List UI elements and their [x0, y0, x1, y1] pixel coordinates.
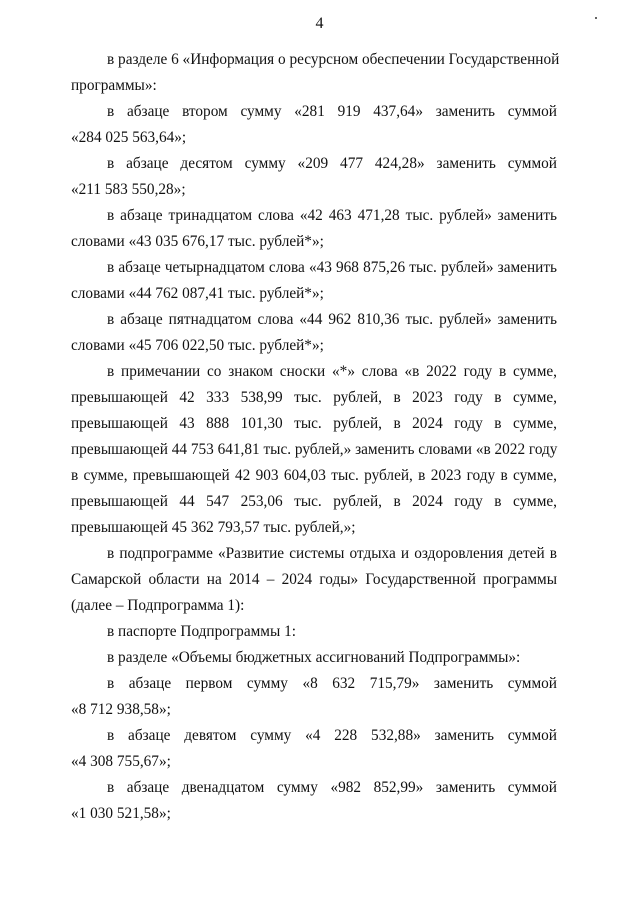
- text-line: в абзаце первом сумму «8 632 715,79» заменить суммой: [107, 675, 557, 692]
- text-line: превышающей 45 362 793,57 тыс. рублей,»;: [71, 519, 356, 536]
- text-line: Самарской области на 2014 – 2024 годы» Государственной программы: [71, 571, 557, 588]
- text-line: (далее – Подпрограмма 1):: [71, 597, 245, 614]
- text-line: в разделе 6 «Информация о ресурсном обеспечении Государственной: [107, 51, 560, 68]
- text-line: «211 583 550,28»;: [71, 181, 186, 198]
- text-line: словами «44 762 087,41 тыс. рублей*»;: [71, 285, 324, 302]
- text-line: «284 025 563,64»;: [71, 129, 187, 146]
- text-line: в абзаце втором сумму «281 919 437,64» заменить суммой: [107, 103, 557, 120]
- text-line: превышающей 42 333 538,99 тыс. рублей, в 2023 году в сумме,: [71, 389, 557, 406]
- text-line: «1 030 521,58»;: [71, 805, 171, 822]
- text-line: в абзаце девятом сумму «4 228 532,88» заменить суммой: [107, 727, 557, 744]
- text-line: в абзаце двенадцатом сумму «982 852,99» заменить суммой: [107, 779, 557, 796]
- text-line: словами «43 035 676,17 тыс. рублей*»;: [71, 233, 324, 250]
- text-line: в сумме, превышающей 42 903 604,03 тыс. рублей, в 2023 году в сумме,: [71, 467, 557, 484]
- text-line: программы»:: [71, 77, 157, 94]
- text-line: превышающей 44 753 641,81 тыс. рублей,» заменить словами «в 2022 году: [71, 441, 558, 458]
- text-line: в разделе «Объемы бюджетных ассигнований Подпрограммы»:: [107, 649, 521, 666]
- text-line: в абзаце тринадцатом слова «42 463 471,28 тыс. рублей» заменить: [107, 207, 557, 224]
- text-line: «8 712 938,58»;: [71, 701, 171, 718]
- document-body: [71, 47, 560, 827]
- text-line: в паспорте Подпрограммы 1:: [107, 623, 296, 640]
- page-number: 4: [315, 15, 324, 32]
- text-line: «4 308 755,67»;: [71, 753, 171, 770]
- text-line: в абзаце четырнадцатом слова «43 968 875,26 тыс. рублей» заменить: [107, 259, 557, 276]
- text-line: в подпрограмме «Развитие системы отдыха и оздоровления детей в: [107, 545, 557, 562]
- text-line: в абзаце десятом сумму «209 477 424,28» заменить суммой: [107, 155, 557, 172]
- text-line: в абзаце пятнадцатом слова «44 962 810,36 тыс. рублей» заменить: [107, 311, 557, 328]
- text-line: словами «45 706 022,50 тыс. рублей*»;: [71, 337, 324, 354]
- scan-speck: [595, 17, 597, 19]
- text-line: превышающей 43 888 101,30 тыс. рублей, в 2024 году в сумме,: [71, 415, 557, 432]
- text-line: в примечании со знаком сноски «*» слова «в 2022 году в сумме,: [107, 363, 557, 380]
- text-line: превышающей 44 547 253,06 тыс. рублей, в 2024 году в сумме,: [71, 493, 557, 510]
